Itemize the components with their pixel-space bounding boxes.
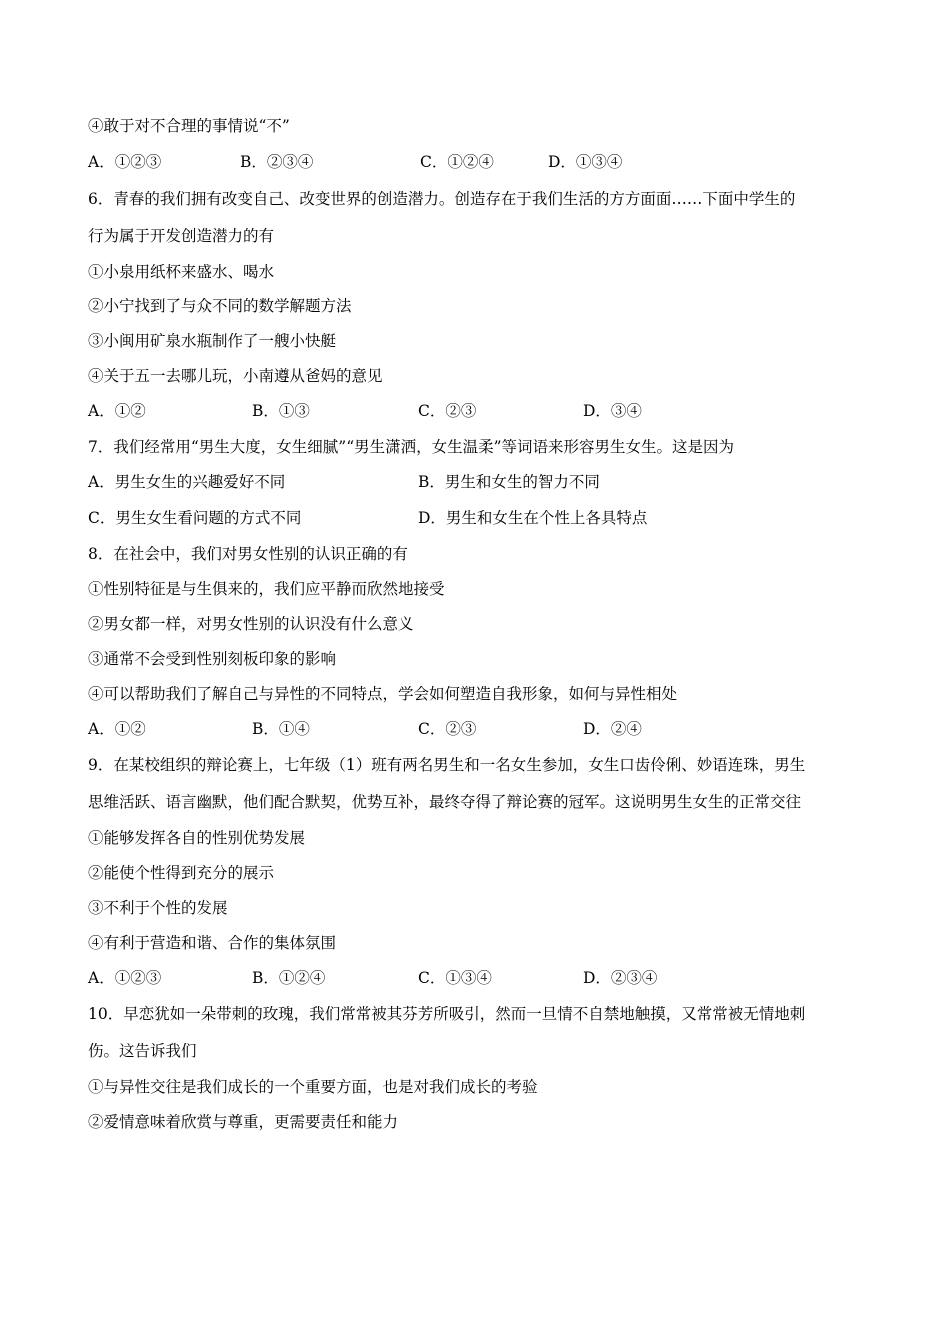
q9-stem-line-2: 思维活跃、语言幽默，他们配合默契，优势互补，最终夺得了辩论赛的冠军。这说明男生女生的正常交往	[88, 793, 802, 811]
q5-option-d: D．①③④	[548, 153, 623, 171]
q9-item-2: ②能使个性得到充分的展示	[88, 864, 275, 882]
q9-option-d: D．②③④	[583, 969, 658, 987]
q5-option-a: A．①②③	[88, 153, 162, 171]
q6-item-2: ②小宁找到了与众不同的数学解题方法	[88, 297, 352, 315]
q6-option-c: C．②③	[418, 402, 477, 420]
q7-stem: 7．我们经常用“男生大度，女生细腻”“男生潇洒，女生温柔”等词语来形容男生女生。这是因为	[88, 438, 735, 456]
q9-option-a: A．①②③	[88, 969, 162, 987]
q9-item-3: ③不利于个性的发展	[88, 899, 228, 917]
q8-stem: 8．在社会中，我们对男女性别的认识正确的有	[88, 545, 408, 563]
q7-option-c: C．男生女生看问题的方式不同	[88, 509, 302, 527]
q8-option-b: B．①④	[252, 720, 310, 738]
q8-item-4: ④可以帮助我们了解自己与异性的不同特点，学会如何塑造自我形象，如何与异性相处	[88, 685, 678, 703]
q5-option-b: B．②③④	[240, 153, 314, 171]
q8-item-1: ①性别特征是与生俱来的，我们应平静而欣然地接受	[88, 580, 445, 598]
q9-option-c: C．①③④	[418, 969, 492, 987]
q6-stem-line-1: 6．青春的我们拥有改变自己、改变世界的创造潜力。创造存在于我们生活的方方面面……下面中学生的	[88, 190, 796, 208]
q6-option-b: B．①③	[252, 402, 310, 420]
q8-option-c: C．②③	[418, 720, 477, 738]
q9-stem-line-1: 9．在某校组织的辩论赛上，七年级（1）班有两名男生和一名女生参加，女生口齿伶俐、妙语连珠，男生	[88, 756, 806, 774]
q9-item-4: ④有利于营造和谐、合作的集体氛围	[88, 934, 337, 952]
q10-item-2: ②爱情意味着欣赏与尊重，更需要责任和能力	[88, 1113, 399, 1131]
q8-item-3: ③通常不会受到性别刻板印象的影响	[88, 650, 337, 668]
q10-stem-line-2: 伤。这告诉我们	[88, 1042, 197, 1060]
q7-option-d: D．男生和女生在个性上各具特点	[418, 509, 648, 527]
q6-item-3: ③小闽用矿泉水瓶制作了一艘小快艇	[88, 332, 337, 350]
q6-option-a: A．①②	[88, 402, 146, 420]
q10-stem-line-1: 10．早恋犹如一朵带刺的玫瑰，我们常常被其芬芳所吸引，然而一旦情不自禁地触摸，又常常被无情地刺	[88, 1005, 806, 1023]
q5-option-c: C．①②④	[420, 153, 494, 171]
q6-option-d: D．③④	[583, 402, 642, 420]
q5-item-4: ④敢于对不合理的事情说“不”	[88, 117, 290, 135]
q7-option-a: A．男生女生的兴趣爱好不同	[88, 473, 286, 491]
q8-item-2: ②男女都一样，对男女性别的认识没有什么意义	[88, 615, 414, 633]
q7-option-b: B．男生和女生的智力不同	[418, 473, 600, 491]
q6-item-1: ①小泉用纸杯来盛水、喝水	[88, 263, 275, 281]
q9-item-1: ①能够发挥各自的性别优势发展	[88, 829, 306, 847]
q10-item-1: ①与异性交往是我们成长的一个重要方面，也是对我们成长的考验	[88, 1078, 538, 1096]
q9-option-b: B．①②④	[252, 969, 326, 987]
q8-option-d: D．②④	[583, 720, 642, 738]
q6-item-4: ④关于五一去哪儿玩，小南遵从爸妈的意见	[88, 367, 383, 385]
q8-option-a: A．①②	[88, 720, 146, 738]
q6-stem-line-2: 行为属于开发创造潜力的有	[88, 227, 275, 245]
